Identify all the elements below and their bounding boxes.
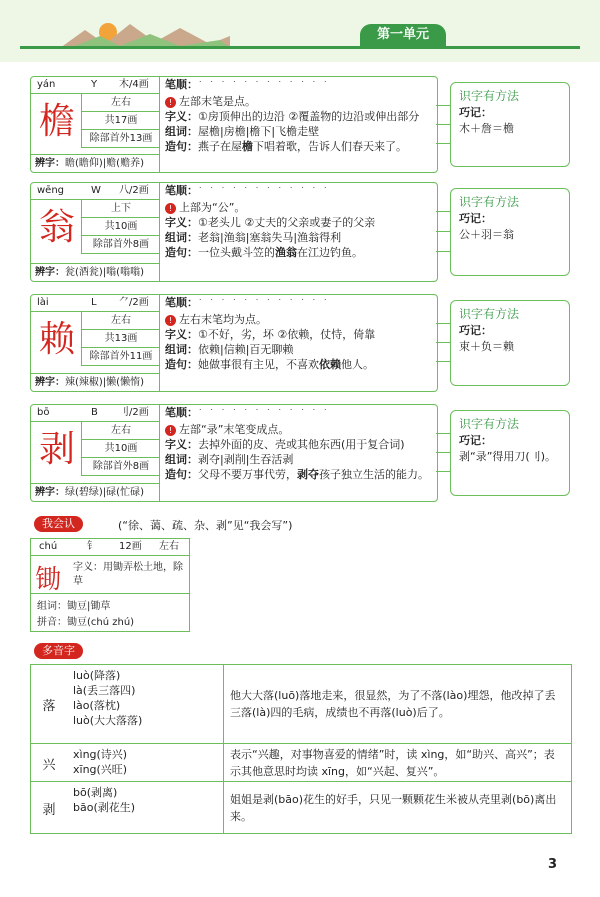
- connector-line: [436, 452, 450, 453]
- char-bihua: 笔顺：˙ ˙ ˙ ˙ ˙ ˙ ˙ ˙ ˙ ˙ ˙ ˙: [165, 78, 330, 91]
- char-zaoju: 造句：父母不要万事代劳，剥夺孩子独立生活的能力。: [165, 468, 429, 481]
- unit-tab: 第一单元: [360, 24, 446, 46]
- duoyinzi-reading: bāo(剥花生): [73, 801, 136, 814]
- char-pinyin: wēng: [37, 185, 65, 196]
- tip-box: [450, 82, 570, 167]
- wohuiren-pinyin: chú: [39, 541, 58, 552]
- char-card: [30, 76, 438, 173]
- wohuiren-note: (“徐、蔼、疏、杂、剥”见“我会写”): [118, 519, 293, 532]
- char-zaoju: 造句：一位头戴斗笠的渔翁在江边钓鱼。: [165, 246, 363, 259]
- alert-icon: !: [165, 203, 176, 214]
- char-ziyi: 字义：①老头儿 ②丈夫的父亲或妻子的父亲: [165, 216, 376, 229]
- wohuiren-pinyin-line: 拼音：锄豆(chú zhú): [37, 617, 135, 628]
- char-ciyu: 组词：依赖|信赖|百无聊赖: [165, 343, 294, 356]
- tip-value: 木＋詹＝檐: [459, 122, 514, 135]
- char-strokes-ex: 除部首外8画: [81, 236, 160, 254]
- char-ziyi: 字义：去掉外面的皮、壳或其他东西(用于复合词): [165, 438, 405, 451]
- wohuiren-card: [30, 538, 190, 632]
- connector-line: [436, 471, 450, 472]
- char-bianzi: 辨字：瞻(瞻仰)|赡(赡养): [31, 154, 159, 172]
- char-letter: L: [91, 297, 97, 308]
- tip-title: 识字有方法: [459, 307, 520, 321]
- char-note: ! 左部末笔是点。: [165, 94, 433, 109]
- char-zaoju: 造句：她做事很有主见，不喜欢依赖他人。: [165, 358, 374, 371]
- wohuiren-char: 锄: [35, 565, 62, 595]
- header-rule: [20, 46, 580, 49]
- char-strokes-ex: 除部首外11画: [81, 348, 160, 366]
- char-structure: 上下: [81, 200, 160, 218]
- char-letter: Y: [91, 79, 98, 90]
- char-radical: ⺈/2画: [119, 297, 149, 308]
- connector-line: [436, 143, 450, 144]
- char-ciyu: 组词：老翁|渔翁|塞翁失马|渔翁得利: [165, 231, 342, 244]
- char-pinyin: yán: [37, 79, 56, 90]
- char-pinyin: bō: [37, 407, 50, 418]
- connector-line: [436, 361, 450, 362]
- char-glyph: 翁: [38, 207, 75, 248]
- alert-icon: !: [165, 315, 176, 326]
- char-bihua: 笔顺：˙ ˙ ˙ ˙ ˙ ˙ ˙ ˙ ˙ ˙ ˙ ˙: [165, 296, 330, 309]
- tip-label: 巧记：: [459, 434, 492, 447]
- tip-label: 巧记：: [459, 324, 492, 337]
- connector-line: [436, 433, 450, 434]
- char-strokes: 共13画: [81, 330, 160, 348]
- char-note: ! 上部为“公”。: [165, 200, 433, 215]
- char-structure: 左右: [81, 312, 160, 330]
- char-bianzi: 辨字：瓮(酒瓮)|嗡(嗡嗡): [31, 263, 159, 281]
- wohuiren-radical: 钅: [87, 541, 97, 552]
- char-ziyi: 字义：①房顶伸出的边沿 ②覆盖物的边沿或伸出部分: [165, 110, 420, 123]
- section-header-duoyinzi: 多音字: [34, 643, 83, 659]
- duoyinzi-example: 他大大落(luō)落地走来，很显然，为了不落(lào)埋怨，他改掉了丢三落(là)四的毛病，成绩也不再落(luò)后了。: [223, 665, 571, 743]
- tip-title: 识字有方法: [459, 195, 520, 209]
- char-pinyin: lài: [37, 297, 49, 308]
- tip-value: 束＋负＝赖: [459, 340, 514, 353]
- duoyinzi-reading: bō(剥离): [73, 786, 118, 799]
- char-structure: 左右: [81, 94, 160, 112]
- char-glyph: 赖: [38, 319, 75, 360]
- char-card: [30, 404, 438, 502]
- duoyinzi-char: 落: [42, 698, 56, 714]
- char-radical: 八/2画: [119, 185, 149, 196]
- char-letter: W: [91, 185, 101, 196]
- tip-title: 识字有方法: [459, 89, 520, 103]
- wohuiren-ciyu: 组词：锄豆|锄草: [37, 601, 111, 612]
- char-zaoju: 造句：燕子在屋檐下唱着歌，告诉人们春天来了。: [165, 140, 407, 153]
- connector-line: [436, 211, 450, 212]
- duoyinzi-example: 表示“兴趣，对事物喜爱的情绪”时，读 xìng，如“助兴、高兴”；表示其他意思时均读 xīng，如“兴起、复兴”。: [223, 744, 571, 782]
- duoyinzi-reading: là(丢三落四): [73, 684, 136, 697]
- char-ziyi: 字义：①不好，劣，坏 ②依赖，仗恃，倚靠: [165, 328, 376, 341]
- char-bianzi: 辨字：辣(辣椒)|懒(懒惰): [31, 373, 159, 391]
- char-radical: 木/4画: [119, 79, 149, 90]
- connector-line: [436, 105, 450, 106]
- connector-line: [436, 342, 450, 343]
- char-ciyu: 组词：屋檐|房檐|檐下|飞檐走壁: [165, 125, 320, 138]
- char-glyph: 剥: [38, 429, 75, 470]
- alert-icon: !: [165, 97, 176, 108]
- duoyinzi-row: [31, 743, 571, 782]
- char-strokes-ex: 除部首外8画: [81, 458, 160, 476]
- tip-label: 巧记：: [459, 212, 492, 225]
- char-structure: 左右: [81, 422, 160, 440]
- duoyinzi-example: 姐姐是剥(bāo)花生的好手，只见一颗颗花生米被从壳里剥(bō)离出来。: [223, 782, 571, 834]
- duoyinzi-reading: luò(降落): [73, 669, 121, 682]
- duoyinzi-reading: lào(落枕): [73, 699, 121, 712]
- tip-value: 公＋羽＝翁: [459, 228, 514, 241]
- tip-value: 剥“录”得用刀(刂)。: [459, 450, 556, 463]
- wohuiren-ziyi: 字义：用锄弄松土地，除草: [73, 562, 183, 587]
- char-strokes: 共10画: [81, 218, 160, 236]
- char-bihua: 笔顺：˙ ˙ ˙ ˙ ˙ ˙ ˙ ˙ ˙ ˙ ˙ ˙: [165, 184, 330, 197]
- char-strokes: 共10画: [81, 440, 160, 458]
- tip-box: [450, 188, 570, 276]
- char-ciyu: 组词：剥夺|剥削|生吞活剥: [165, 453, 294, 466]
- tip-box: [450, 300, 570, 386]
- duoyinzi-table: [30, 664, 572, 834]
- page-header-band: [0, 0, 600, 62]
- duoyinzi-reading: xīng(兴旺): [73, 763, 128, 776]
- section-header-wohuiren: 我会认: [34, 516, 83, 532]
- tip-label: 巧记：: [459, 106, 492, 119]
- duoyinzi-char: 兴: [42, 757, 56, 773]
- char-radical: 刂/2画: [119, 407, 149, 418]
- wohuiren-strokes: 12画: [119, 541, 142, 552]
- wohuiren-structure: 左右: [159, 541, 179, 552]
- char-note: ! 左部“录”末笔变成点。: [165, 422, 433, 437]
- char-letter: B: [91, 407, 98, 418]
- char-note: ! 左右末笔均为点。: [165, 312, 433, 327]
- page-number: 3: [548, 857, 558, 872]
- char-bihua: 笔顺：˙ ˙ ˙ ˙ ˙ ˙ ˙ ˙ ˙ ˙ ˙ ˙: [165, 406, 330, 419]
- mountains-decoration-icon: [60, 14, 230, 48]
- connector-line: [436, 251, 450, 252]
- char-glyph: 檐: [38, 101, 75, 142]
- alert-icon: !: [165, 425, 176, 436]
- char-strokes: 共17画: [81, 112, 160, 130]
- tip-box: [450, 410, 570, 496]
- connector-line: [436, 124, 450, 125]
- char-card: [30, 294, 438, 392]
- connector-line: [436, 231, 450, 232]
- connector-line: [436, 323, 450, 324]
- tip-title: 识字有方法: [459, 417, 520, 431]
- char-card: [30, 182, 438, 282]
- duoyinzi-reading: xìng(诗兴): [73, 748, 128, 761]
- duoyinzi-char: 剥: [42, 802, 56, 818]
- duoyinzi-reading: luò(大大落落): [73, 714, 143, 727]
- char-bianzi: 辨字：绿(碧绿)|碌(忙碌): [31, 483, 159, 501]
- char-strokes-ex: 除部首外13画: [81, 130, 160, 148]
- duoyinzi-row: [31, 665, 571, 743]
- duoyinzi-row: [31, 781, 571, 834]
